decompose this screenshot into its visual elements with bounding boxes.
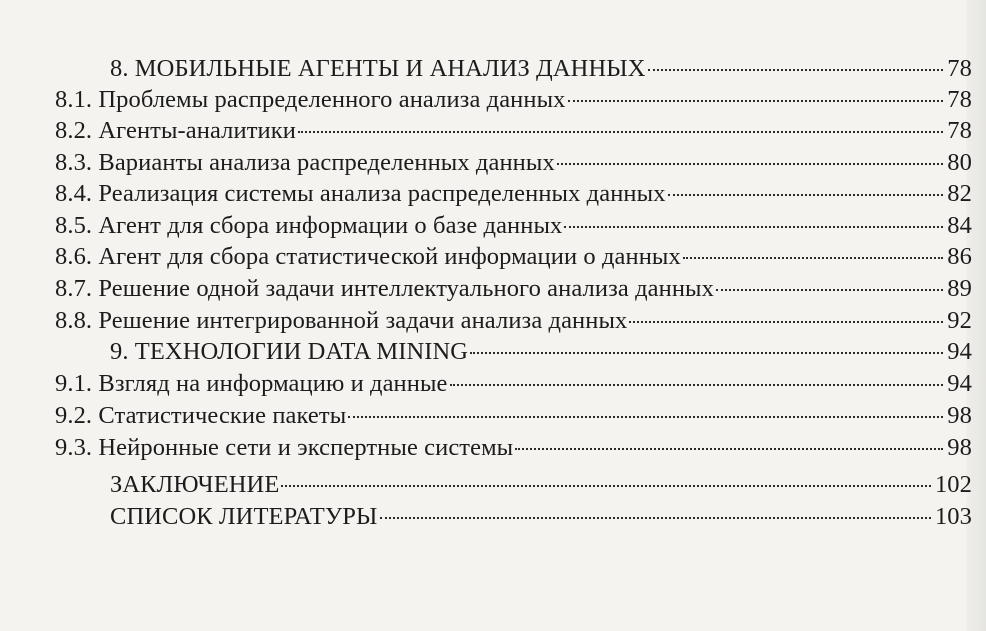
toc-entry-title: 8. МОБИЛЬНЫЕ АГЕНТЫ И АНАЛИЗ ДАННЫХ (110, 55, 646, 82)
toc-entry-page: 86 (947, 243, 972, 270)
toc-entry-title: 8.8. Решение интегрированной задачи анализа данных (55, 307, 628, 334)
toc-entry-8 (110, 55, 972, 83)
toc-entry-page: 80 (947, 149, 972, 176)
dot-leader (668, 194, 944, 196)
toc-entry-conclusion (110, 471, 972, 499)
toc-entry-page: 102 (934, 471, 972, 498)
dot-leader (348, 416, 943, 418)
dot-leader (470, 352, 943, 354)
toc-entry-title: 8.7. Решение одной задачи интеллектуального анализа данных (55, 275, 714, 302)
dot-leader (515, 448, 943, 450)
dot-leader (648, 69, 944, 71)
toc-entry-page: 82 (947, 180, 972, 207)
toc-entry-page: 78 (947, 117, 972, 144)
toc-entry-title: 8.1. Проблемы распределенного анализа данных (55, 86, 566, 113)
dot-leader (557, 163, 943, 165)
toc-entry-9-2 (55, 402, 972, 430)
dot-leader (568, 100, 944, 102)
toc-entry-8-7 (55, 275, 972, 303)
toc-entry-title: СПИСОК ЛИТЕРАТУРЫ (110, 503, 378, 530)
toc-entry-page: 103 (934, 503, 972, 530)
dot-leader (281, 485, 931, 487)
toc-entry-title: 9.2. Статистические пакеты (55, 402, 347, 429)
dot-leader (298, 131, 943, 133)
toc-entry-9 (110, 338, 972, 366)
toc-entry-9-1 (55, 370, 972, 398)
toc-entry-title: 9.1. Взгляд на информацию и данные (55, 370, 448, 397)
toc-entry-page: 84 (947, 212, 972, 239)
toc-entry-8-2 (55, 117, 972, 145)
toc-entry-page: 94 (947, 338, 972, 365)
toc-entry-8-6 (55, 243, 972, 271)
toc-entry-page: 98 (947, 434, 972, 461)
toc-entry-8-8 (55, 307, 972, 335)
toc-entry-8-1 (55, 86, 972, 114)
toc-entry-title: 8.3. Варианты анализа распределенных данных (55, 149, 555, 176)
dot-leader (629, 321, 943, 323)
toc-entry-title: ЗАКЛЮЧЕНИЕ (110, 471, 280, 498)
toc-entry-8-3 (55, 149, 972, 177)
toc-entry-title: 8.6. Агент для сбора статистической информации о данных (55, 243, 681, 270)
toc-entry-page: 78 (947, 55, 972, 82)
toc-entry-title: 9. ТЕХНОЛОГИИ DATA MINING (110, 338, 469, 365)
toc-entry-8-4 (55, 180, 972, 208)
toc-entry-page: 98 (947, 402, 972, 429)
toc-entry-title: 8.2. Агенты-аналитики (55, 117, 296, 144)
toc-entry-page: 94 (947, 370, 972, 397)
dot-leader (450, 384, 944, 386)
toc-entry-page: 92 (947, 307, 972, 334)
dot-leader (716, 289, 943, 291)
toc-entry-page: 78 (947, 86, 972, 113)
dot-leader (380, 517, 931, 519)
toc-entry-title: 8.4. Реализация системы анализа распределенных данных (55, 180, 666, 207)
toc-entry-9-3 (55, 434, 972, 462)
dot-leader (564, 226, 943, 228)
toc-entry-page: 89 (947, 275, 972, 302)
toc-entry-title: 9.3. Нейронные сети и экспертные системы (55, 434, 514, 461)
dot-leader (683, 257, 943, 259)
toc-entry-title: 8.5. Агент для сбора информации о базе данных (55, 212, 563, 239)
toc-entry-8-5 (55, 212, 972, 240)
toc-entry-bibliography (110, 503, 972, 531)
